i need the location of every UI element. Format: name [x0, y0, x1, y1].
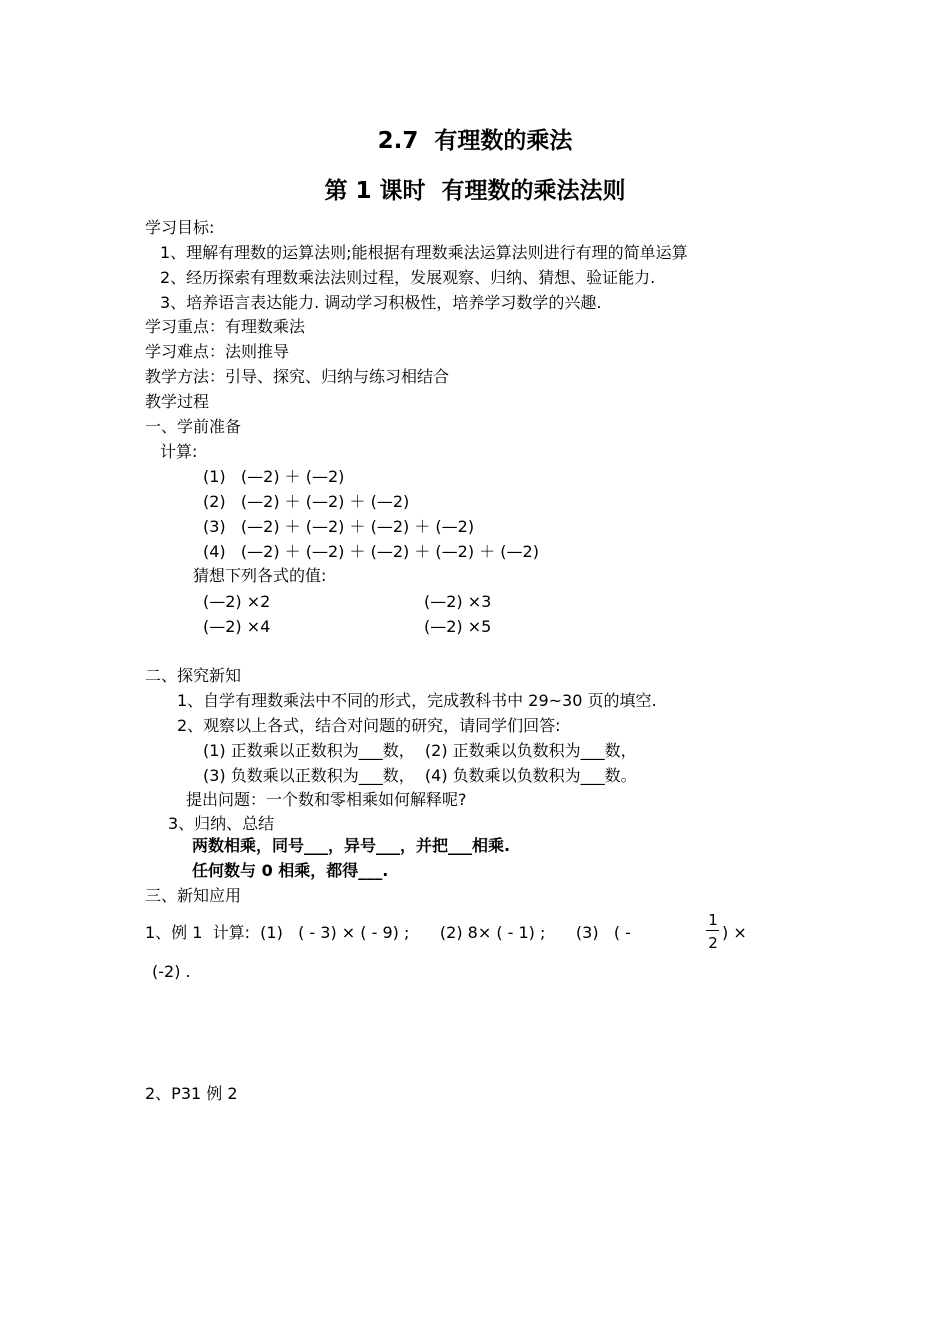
objective-item: 3、培养语言表达能力. 调动学习积极性，培养学习数学的兴趣. — [160, 293, 602, 312]
explore-item: 1、自学有理数乘法中不同的形式，完成教科书中 29~30 页的填空. — [177, 691, 657, 710]
guess-item: (—2) ×5 — [424, 617, 492, 636]
rule-sign: 两数相乘，同号___，异号___，并把___相乘. — [192, 836, 511, 855]
zero-question: 提出问题：一个数和零相乘如何解释呢? — [186, 790, 467, 809]
sign-question: (1) 正数乘以正数积为___数， (2) 正数乘以负数积为___数， — [203, 741, 637, 760]
guess-item: (—2) ×2 — [203, 592, 271, 611]
summary-heading: 3、归纳、总结 — [168, 814, 275, 833]
calc-label: 计算: — [160, 442, 198, 461]
section3-heading: 三、新知应用 — [145, 886, 242, 905]
example1-text: 1、例 1 计算: (1) ( - 3) × ( - 9) ; (2) 8× ( - 1) ; (3) ( - — [145, 923, 631, 942]
objective-item: 1、理解有理数的运算法则;能根据有理数乘法运算法则进行有理的简单运算 — [160, 243, 688, 262]
calc-item: (3) (—2) ＋ (—2) ＋ (—2) ＋ (—2) — [203, 517, 475, 536]
calc-item: (1) (—2) ＋ (—2) — [203, 467, 345, 486]
calc-item: (2) (—2) ＋ (—2) ＋ (—2) — [203, 492, 410, 511]
example2-text: 2、P31 例 2 — [145, 1084, 238, 1103]
section1-heading: 一、学前准备 — [145, 417, 242, 436]
example1-text-wrap: (-2) . — [152, 962, 191, 981]
key-point: 学习重点：有理数乘法 — [145, 317, 306, 336]
objectives-heading: 学习目标: — [145, 218, 215, 237]
example1-text-end: ) × — [722, 923, 747, 942]
difficulty: 学习难点：法则推导 — [145, 342, 290, 361]
objective-item: 2、经历探索有理数乘法法则过程，发展观察、归纳、猜想、验证能力. — [160, 268, 656, 287]
guess-item: (—2) ×4 — [203, 617, 271, 636]
calc-item: (4) (—2) ＋ (—2) ＋ (—2) ＋ (—2) ＋ (—2) — [203, 542, 539, 561]
lesson-title: 第 1 课时 有理数的乘法法则 — [324, 178, 626, 204]
section2-heading: 二、探究新知 — [145, 666, 242, 685]
teaching-process: 教学过程 — [145, 392, 210, 411]
guess-item: (—2) ×3 — [424, 592, 492, 611]
teaching-method: 教学方法：引导、探究、归纳与练习相结合 — [145, 367, 450, 386]
rule-zero: 任何数与 0 相乘，都得___. — [192, 861, 389, 880]
explore-item: 2、观察以上各式，结合对问题的研究，请同学们回答: — [177, 716, 561, 735]
page-title: 2.7 有理数的乘法 — [377, 128, 573, 154]
guess-label: 猜想下列各式的值: — [193, 566, 327, 585]
fraction-bar — [706, 930, 719, 931]
fraction-numerator: 1 — [708, 911, 718, 929]
fraction-denominator: 2 — [708, 934, 718, 952]
sign-question: (3) 负数乘以正数积为___数， (4) 负数乘以负数积为___数。 — [203, 766, 637, 785]
